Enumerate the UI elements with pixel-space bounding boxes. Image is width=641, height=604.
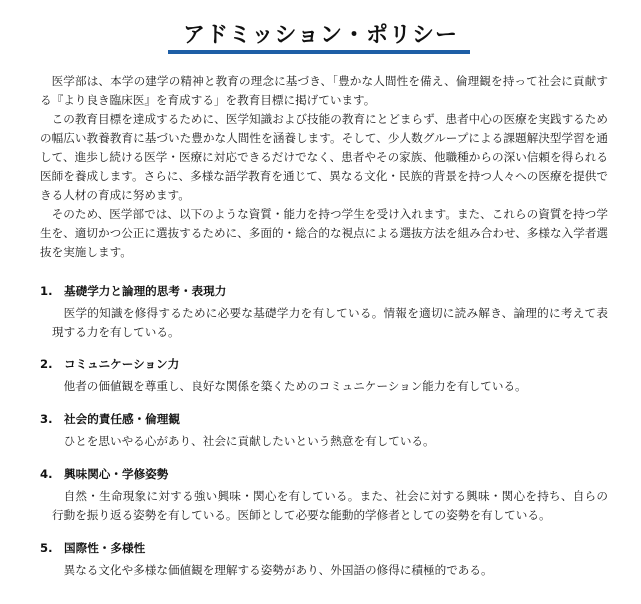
page-header xyxy=(0,18,641,49)
policy-item-2 xyxy=(40,355,608,396)
page-title: アドミッション・ポリシー xyxy=(182,23,459,48)
policy-description: 自然・生命現象に対する強い興味・関心を有している。また、社会に対する興味・関心を持ち、自らの行動を振り返る姿勢を有している。医師として必要な能動的学修者としての姿勢を有している。 xyxy=(52,489,608,522)
policy-heading-text: 国際性・多様性 xyxy=(64,541,146,555)
policy-number: 2. xyxy=(40,357,53,371)
policy-description: 医学的知識を修得するために必要な基礎学力を有している。情報を適切に読み解き、論理的に考えて表現する力を有している。 xyxy=(52,306,608,339)
policy-heading-text: 社会的責任感・倫理観 xyxy=(64,412,180,426)
policy-description: ひとを思いやる心があり、社会に貢献したいという熱意を有している。 xyxy=(63,434,435,448)
policy-heading-text: コミュニケーション力 xyxy=(64,357,180,371)
intro-paragraph: 医学部は、本学の建学の精神と教育の理念に基づき、「豊かな人間性を備え、倫理観を持って社会に貢献する『より良き臨床医』を育成する」を教育目標に掲げています。 xyxy=(40,74,608,107)
policy-item-4 xyxy=(40,465,608,525)
intro-paragraph: そのため、医学部では、以下のような資質・能力を持つ学生を受け入れます。また、これらの資質を持つ学生を、適切かつ公正に選抜するために、多面的・総合的な視点による選抜方法を組み合わせ、多様な入学者選抜を実施します。 xyxy=(40,207,608,259)
policy-item-5 xyxy=(40,539,608,580)
policy-number: 4. xyxy=(40,467,53,481)
policy-heading-text: 基礎学力と論理的思考・表現力 xyxy=(64,284,227,298)
policy-description: 異なる文化や多様な価値観を理解する姿勢があり、外国語の修得に積極的である。 xyxy=(63,563,493,577)
policy-number: 3. xyxy=(40,412,53,426)
title-underline xyxy=(168,50,470,54)
policy-heading xyxy=(40,410,608,428)
policy-item-3 xyxy=(40,410,608,451)
intro-section xyxy=(40,72,608,262)
intro-paragraph: この教育目標を達成するために、医学知識および技能の教育にとどまらず、患者中心の医療を実践するための幅広い教養教育に基づいた豊かな人間性を涵養します。そして、少人数グループによる課題解決型学習を通して、進歩し続ける医学・医療に対応できるだけでなく、患者やその家族、他職種からの深い信頼を得られる医師を養成します。さらに、多様な語学教育を通じて、異なる文化・民族的背景を持つ人々への医療を提供できる人材の育成に努めます。 xyxy=(40,112,609,202)
policy-item-1 xyxy=(40,282,608,342)
policy-number: 1. xyxy=(40,284,53,298)
policy-heading xyxy=(40,282,608,300)
policy-number: 5. xyxy=(40,541,53,555)
policy-description: 他者の価値観を尊重し、良好な関係を築くためのコミュニケーション能力を有している。 xyxy=(63,379,527,393)
policy-heading-text: 興味関心・学修姿勢 xyxy=(64,467,169,481)
policy-heading xyxy=(40,465,608,483)
policy-heading xyxy=(40,539,608,557)
policy-heading xyxy=(40,355,608,373)
